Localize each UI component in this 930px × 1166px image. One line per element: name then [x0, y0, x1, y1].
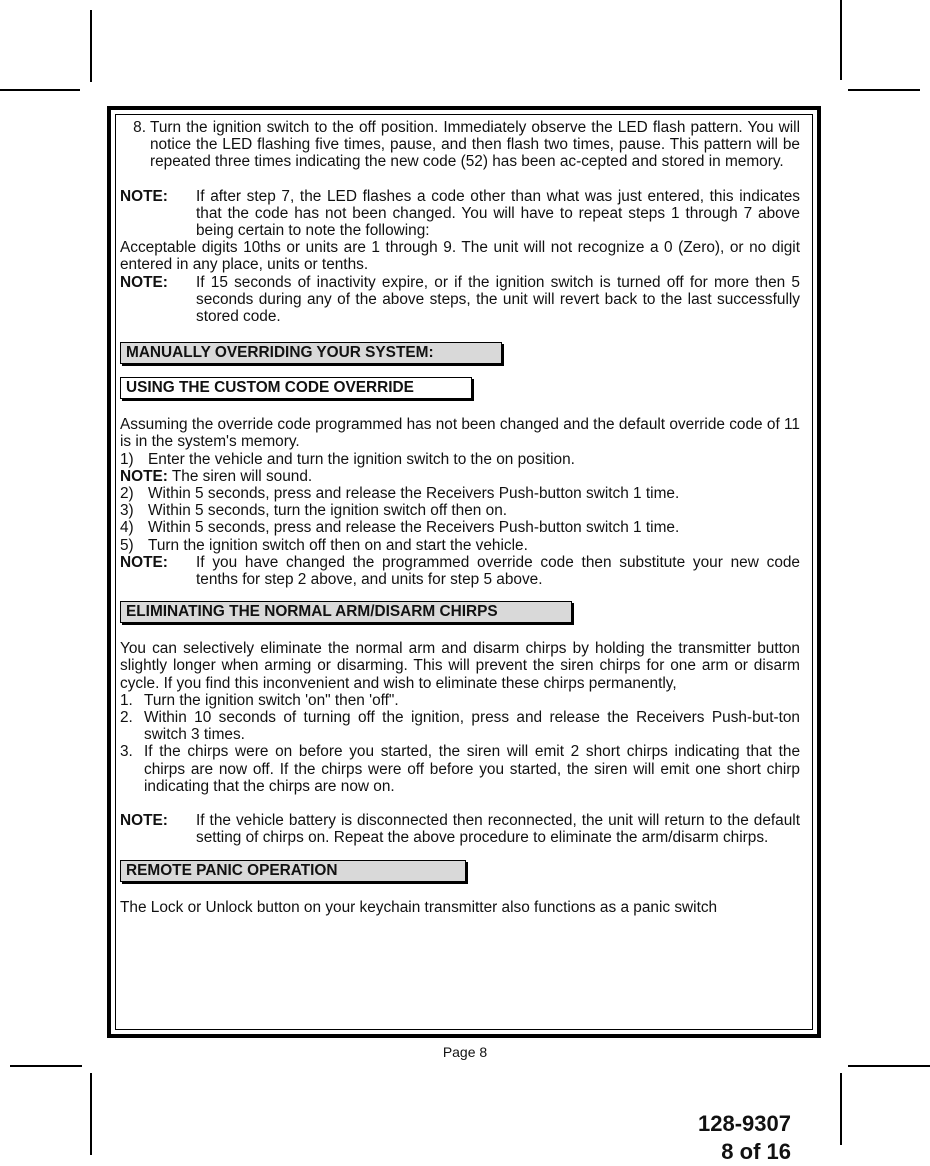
section-heading-panic: REMOTE PANIC OPERATION: [120, 860, 466, 882]
crop-mark: [90, 1073, 92, 1155]
list-item: [120, 451, 800, 468]
page-number: Page 8: [442, 1044, 488, 1060]
note-label: NOTE:: [120, 187, 168, 205]
list-item: [120, 537, 800, 554]
step-text: If the chirps were on before you started, the siren will emit 2 short chirps indicating that the chirps are now off. If the chirps were off before you started, the siren will emit one short chirp indicating that the chirps are now on.: [144, 743, 800, 795]
list-item: [120, 485, 800, 502]
list-item: [120, 692, 800, 709]
step-text: Turn the ignition switch off then on and start the vehicle.: [148, 536, 528, 554]
note: [120, 554, 800, 588]
panic-text: The Lock or Unlock button on your keychain transmitter also functions as a panic switch: [120, 898, 718, 916]
section-heading-chirps: ELIMINATING THE NORMAL ARM/DISARM CHIRPS: [120, 601, 572, 623]
step-text: Within 5 seconds, press and release the Receivers Push-button switch 1 time.: [148, 519, 680, 537]
step-number: 1.: [120, 691, 133, 709]
list-item: [120, 709, 800, 743]
note-text: If you have changed the programmed override code then substitute your new code tenths for step 2 above, and units for step 5 above.: [196, 553, 800, 589]
step-number: 1): [120, 450, 134, 468]
section-heading-custom-code: USING THE CUSTOM CODE OVERRIDE: [120, 377, 472, 399]
crop-mark: [90, 10, 92, 82]
note-text: If 15 seconds of inactivity expire, or if the ignition switch is turned off for more then 5 seconds during any of the above steps, the unit will revert back to the last successfully stored code.: [196, 273, 800, 326]
note: [120, 274, 800, 326]
step-text: Within 5 seconds, turn the ignition switch off then on.: [148, 502, 508, 520]
chirps-intro: You can selectively eliminate the normal arm and disarm chirps by holding the transmitter button slightly longer when arming or disarming. This will prevent the siren chirps for one arm or disarm cycle. If you find this inconvenient and wish to eliminate these chirps permanently,: [120, 640, 800, 692]
siren-note: [120, 468, 800, 485]
list-item: [120, 119, 800, 171]
list-item: [120, 502, 800, 519]
document-number: 128-9307: [698, 1111, 791, 1136]
step-text: Turn the ignition switch 'on" then 'off".: [144, 691, 399, 709]
note-label: NOTE:: [120, 467, 168, 485]
step-text: Within 5 seconds, press and release the Receivers Push-button switch 1 time.: [148, 485, 680, 503]
list-item: [120, 519, 800, 536]
list-item: [120, 743, 800, 795]
note-text: The siren will sound.: [167, 467, 313, 485]
crop-mark: [840, 1073, 842, 1145]
step-number: 3): [120, 502, 134, 520]
step-number: 4): [120, 519, 134, 537]
note-text: If the vehicle battery is disconnected then reconnected, the unit will return to the default setting of chirps on. Repeat the above procedure to eliminate the arm/disarm chirps.: [196, 812, 800, 847]
crop-mark: [840, 0, 842, 80]
note-label: NOTE:: [120, 273, 168, 291]
override-intro: Assuming the override code programmed has not been changed and the default override code of 11 is in the system's memory.: [120, 416, 800, 451]
page-content: [120, 119, 800, 916]
step-number: 5): [120, 536, 134, 554]
note: [120, 812, 800, 846]
note-label: NOTE:: [120, 553, 168, 571]
page-frame: [107, 106, 821, 1038]
note-label: NOTE:: [120, 812, 168, 830]
step-text: Enter the vehicle and turn the ignition switch to the on position.: [148, 450, 575, 468]
step-number: 2.: [120, 709, 133, 727]
section-heading-manual-override: MANUALLY OVERRIDING YOUR SYSTEM:: [120, 342, 502, 364]
crop-mark: [848, 89, 920, 91]
step-number: 3.: [120, 743, 133, 761]
sheet-count: 8 of 16: [721, 1139, 791, 1164]
crop-mark: [10, 1065, 82, 1067]
step-number: 8.: [133, 119, 146, 136]
step-text: Turn the ignition switch to the off position. Immediately observe the LED flash pattern. You will notice the LED flashing five times, pause, and then flash two times, pause. This pattern will be repeated three times indicating the new code (52) has been ac-cepted and stored in memory.: [150, 119, 800, 171]
step-text: Within 10 seconds of turning off the ignition, press and release the Receivers Push-but-ton switch 3 times.: [144, 709, 800, 744]
acceptable-digits-text: Acceptable digits 10ths or units are 1 through 9. The unit will not recognize a 0 (Zero), or no digit entered in any place, units or tenths.: [120, 239, 800, 274]
crop-mark: [0, 89, 80, 91]
step-number: 2): [120, 485, 134, 503]
note-text: If after step 7, the LED flashes a code other than what was just entered, this indicates that the code has not been changed. You will have to repeat steps 1 through 7 above being certain to note the following:: [196, 187, 800, 240]
note: [120, 188, 800, 240]
document-id: [698, 1110, 791, 1166]
crop-mark: [848, 1065, 930, 1067]
